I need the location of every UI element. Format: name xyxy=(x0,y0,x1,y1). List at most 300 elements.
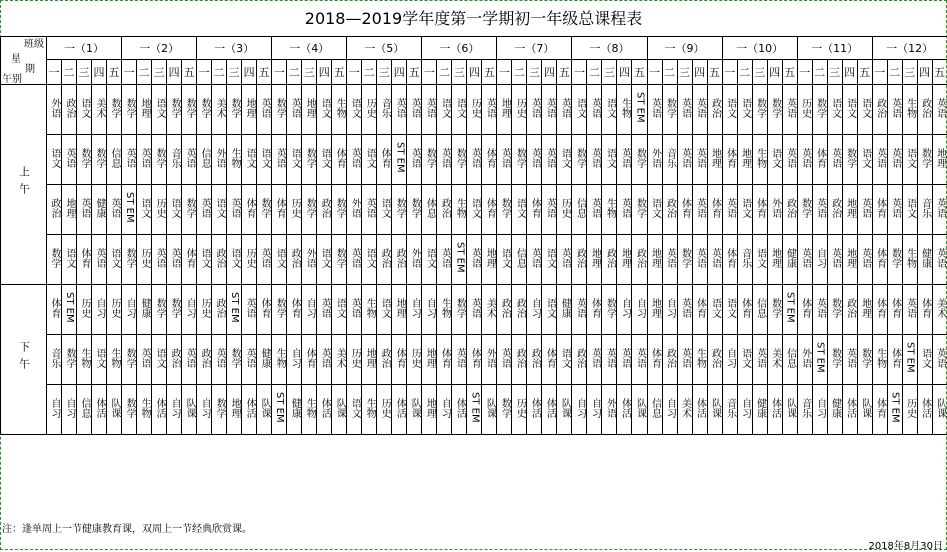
subject-text: 政治 xyxy=(785,198,795,218)
subject-text: 英语 xyxy=(544,148,554,168)
subject-cell xyxy=(332,85,347,135)
subject-text: 数学 xyxy=(124,248,134,268)
subject-cell xyxy=(392,185,407,235)
subject-cell xyxy=(917,185,932,235)
subject-text: 语文 xyxy=(454,98,464,118)
subject-text: 数学 xyxy=(274,98,284,118)
subject-text: 体育 xyxy=(875,198,885,218)
subject-cell xyxy=(857,85,872,135)
subject-text: 政治 xyxy=(710,98,720,118)
subject-cell xyxy=(887,235,902,285)
subject-text: 英语 xyxy=(725,198,735,218)
subject-text: 语文 xyxy=(650,198,660,218)
subject-cell xyxy=(677,285,692,335)
subject-cell xyxy=(422,235,437,285)
subject-cell xyxy=(812,85,827,135)
subject-cell xyxy=(167,235,182,285)
subject-text: 数学 xyxy=(755,98,765,118)
subject-text: 信息 xyxy=(650,398,660,418)
subject-cell xyxy=(242,385,257,435)
subject-text: 历史 xyxy=(289,198,299,218)
subject-text: 英语 xyxy=(454,348,464,368)
subject-text: 自习 xyxy=(815,398,825,418)
subject-text: 体育 xyxy=(725,148,735,168)
subject-text: 数学 xyxy=(154,298,164,318)
subject-text: 数学 xyxy=(199,98,209,118)
subject-cell xyxy=(167,285,182,335)
subject-text: ST EM xyxy=(890,392,900,423)
subject-text: 英语 xyxy=(680,98,690,118)
weekday-header: 三 xyxy=(152,60,167,85)
subject-cell xyxy=(287,185,302,235)
subject-text: 英语 xyxy=(139,148,149,168)
subject-text: 历史 xyxy=(199,298,209,318)
subject-cell xyxy=(212,385,227,435)
subject-cell xyxy=(887,335,902,385)
subject-text: 语文 xyxy=(905,148,915,168)
subject-cell xyxy=(707,385,722,435)
subject-text: 语文 xyxy=(740,348,750,368)
subject-cell xyxy=(182,285,197,335)
subject-cell xyxy=(707,285,722,335)
subject-text: 数学 xyxy=(334,248,344,268)
subject-cell xyxy=(767,235,782,285)
subject-cell xyxy=(812,385,827,435)
subject-cell xyxy=(527,235,542,285)
subject-text: 生物 xyxy=(364,298,374,318)
subject-cell xyxy=(782,185,797,235)
subject-cell xyxy=(782,85,797,135)
subject-text: 数学 xyxy=(109,98,119,118)
subject-text: 信息 xyxy=(755,298,765,318)
subject-cell xyxy=(662,385,677,435)
class-header: 一（4） xyxy=(272,37,347,60)
subject-cell xyxy=(287,335,302,385)
subject-cell xyxy=(677,235,692,285)
subject-text: 美术 xyxy=(484,298,494,318)
subject-text: 体活 xyxy=(845,398,855,418)
subject-cell xyxy=(632,285,647,335)
subject-cell xyxy=(167,135,182,185)
subject-cell xyxy=(692,285,707,335)
subject-text: 体育 xyxy=(875,298,885,318)
subject-cell xyxy=(542,385,557,435)
subject-text: 体活 xyxy=(319,398,329,418)
subject-text: 政治 xyxy=(514,348,524,368)
subject-text: 生物 xyxy=(364,398,374,418)
subject-cell xyxy=(617,385,632,435)
subject-cell xyxy=(407,335,422,385)
subject-cell xyxy=(152,235,167,285)
subject-cell xyxy=(587,335,602,385)
subject-cell xyxy=(167,385,182,435)
subject-cell xyxy=(632,235,647,285)
subject-cell xyxy=(932,385,947,435)
subject-cell xyxy=(932,185,947,235)
subject-cell xyxy=(617,285,632,335)
subject-cell xyxy=(377,235,392,285)
weekday-header: 二 xyxy=(512,60,527,85)
subject-cell xyxy=(842,385,857,435)
weekday-header: 一 xyxy=(572,60,587,85)
subject-text: 体育 xyxy=(800,298,810,318)
subject-text: 体育 xyxy=(79,248,89,268)
subject-cell xyxy=(512,285,527,335)
subject-cell xyxy=(917,235,932,285)
subject-text: 英语 xyxy=(860,248,870,268)
subject-text: 语文 xyxy=(860,148,870,168)
subject-cell xyxy=(422,385,437,435)
weekday-header: 四 xyxy=(542,60,557,85)
subject-cell xyxy=(902,385,917,435)
subject-text: 外语 xyxy=(304,248,314,268)
subject-cell xyxy=(77,185,92,235)
subject-text: 数学 xyxy=(124,398,134,418)
subject-cell xyxy=(737,285,752,335)
subject-text: 自习 xyxy=(439,398,449,418)
subject-text: 体育 xyxy=(650,348,660,368)
subject-cell xyxy=(467,85,482,135)
subject-text: 地理 xyxy=(424,398,434,418)
subject-cell xyxy=(317,185,332,235)
subject-cell xyxy=(392,385,407,435)
weekday-header: 三 xyxy=(377,60,392,85)
subject-cell xyxy=(677,85,692,135)
subject-cell xyxy=(932,85,947,135)
subject-cell xyxy=(227,285,242,335)
subject-text: 数学 xyxy=(454,298,464,318)
subject-cell xyxy=(47,85,62,135)
subject-text: 生物 xyxy=(695,348,705,368)
subject-cell xyxy=(797,85,812,135)
subject-text: 数学 xyxy=(454,148,464,168)
subject-cell xyxy=(62,335,77,385)
subject-cell xyxy=(242,285,257,335)
subject-cell xyxy=(662,285,677,335)
subject-text: 英语 xyxy=(680,298,690,318)
subject-cell xyxy=(842,85,857,135)
subject-text: 语文 xyxy=(770,148,780,168)
subject-text: 外语 xyxy=(650,148,660,168)
subject-text: 数学 xyxy=(124,348,134,368)
subject-text: 英语 xyxy=(589,148,599,168)
subject-cell xyxy=(137,85,152,135)
subject-cell xyxy=(587,185,602,235)
subject-text: 语文 xyxy=(319,148,329,168)
subject-cell xyxy=(302,385,317,435)
subject-cell xyxy=(122,185,137,235)
subject-cell xyxy=(272,85,287,135)
subject-cell xyxy=(932,235,947,285)
subject-cell xyxy=(302,285,317,335)
subject-text: 自习 xyxy=(169,398,179,418)
subject-cell xyxy=(392,335,407,385)
subject-text: 历史 xyxy=(469,98,479,118)
subject-cell xyxy=(257,335,272,385)
weekday-header: 三 xyxy=(677,60,692,85)
subject-text: 语文 xyxy=(154,348,164,368)
subject-text: 美术 xyxy=(214,98,224,118)
subject-text: 政治 xyxy=(574,248,584,268)
subject-text: 历史 xyxy=(349,348,359,368)
subject-text: 体活 xyxy=(394,398,404,418)
schedule-table xyxy=(0,36,947,435)
subject-cell xyxy=(332,335,347,385)
half-day-text: 下午 xyxy=(16,341,32,375)
subject-text: ST EM xyxy=(394,142,404,173)
weekday-header-row xyxy=(1,60,947,85)
subject-text: 健康 xyxy=(559,298,569,318)
subject-text: 英语 xyxy=(935,348,945,368)
subject-text: 英语 xyxy=(589,348,599,368)
subject-cell xyxy=(422,285,437,335)
subject-text: 生物 xyxy=(905,248,915,268)
subject-cell xyxy=(422,185,437,235)
weekday-header: 四 xyxy=(692,60,707,85)
subject-cell xyxy=(677,385,692,435)
subject-text: 体育 xyxy=(875,248,885,268)
subject-text: 体育 xyxy=(544,348,554,368)
subject-text: 信息 xyxy=(199,148,209,168)
subject-cell xyxy=(512,85,527,135)
subject-cell xyxy=(752,185,767,235)
subject-cell xyxy=(872,385,887,435)
subject-cell xyxy=(557,85,572,135)
subject-text: 健康 xyxy=(139,298,149,318)
subject-text: 地理 xyxy=(304,98,314,118)
subject-text: 体育 xyxy=(725,248,735,268)
subject-cell xyxy=(842,235,857,285)
subject-cell xyxy=(872,335,887,385)
subject-cell xyxy=(797,185,812,235)
half-day-text: 上午 xyxy=(16,166,32,200)
subject-text: 语文 xyxy=(604,98,614,118)
subject-cell xyxy=(797,385,812,435)
subject-text: 语文 xyxy=(139,198,149,218)
subject-cell xyxy=(827,135,842,185)
subject-cell xyxy=(407,185,422,235)
subject-cell xyxy=(347,135,362,185)
subject-cell xyxy=(842,135,857,185)
subject-cell xyxy=(647,85,662,135)
subject-text: 英语 xyxy=(905,298,915,318)
subject-cell xyxy=(92,335,107,385)
subject-text: ST EM xyxy=(905,342,915,373)
subject-text: 英语 xyxy=(289,98,299,118)
subject-text: 数学 xyxy=(154,148,164,168)
subject-text: 英语 xyxy=(830,248,840,268)
subject-text: 数学 xyxy=(124,98,134,118)
subject-text: 英语 xyxy=(695,98,705,118)
subject-cell xyxy=(152,335,167,385)
subject-cell xyxy=(737,385,752,435)
subject-cell xyxy=(527,135,542,185)
subject-text: 队课 xyxy=(710,398,720,418)
class-header: 一（12） xyxy=(872,37,947,60)
subject-text: 体活 xyxy=(94,398,104,418)
subject-cell xyxy=(872,85,887,135)
subject-cell xyxy=(737,185,752,235)
subject-text: 英语 xyxy=(469,248,479,268)
subject-cell xyxy=(572,185,587,235)
subject-cell xyxy=(317,335,332,385)
subject-cell xyxy=(302,135,317,185)
subject-cell xyxy=(827,335,842,385)
subject-cell xyxy=(857,385,872,435)
subject-text: 英语 xyxy=(184,148,194,168)
subject-cell xyxy=(182,85,197,135)
subject-text: 数学 xyxy=(634,198,644,218)
subject-cell xyxy=(752,335,767,385)
subject-cell xyxy=(932,135,947,185)
subject-cell xyxy=(707,235,722,285)
subject-cell xyxy=(332,385,347,435)
weekday-header: 二 xyxy=(662,60,677,85)
subject-cell xyxy=(182,235,197,285)
corner-time-label: 午别 xyxy=(2,75,22,85)
weekday-header: 四 xyxy=(167,60,182,85)
subject-cell xyxy=(512,385,527,435)
subject-text: 历史 xyxy=(139,248,149,268)
class-header: 一（1） xyxy=(47,37,122,60)
weekday-header: 二 xyxy=(362,60,377,85)
subject-text: 英语 xyxy=(319,348,329,368)
subject-text: 政治 xyxy=(49,198,59,218)
weekday-header: 一 xyxy=(422,60,437,85)
subject-text: 美术 xyxy=(94,98,104,118)
subject-text: 体育 xyxy=(469,348,479,368)
class-header: 一（6） xyxy=(422,37,497,60)
subject-cell xyxy=(92,235,107,285)
subject-cell xyxy=(152,185,167,235)
subject-text: 自习 xyxy=(49,398,59,418)
subject-cell xyxy=(362,235,377,285)
subject-cell xyxy=(482,335,497,385)
subject-text: 体活 xyxy=(770,398,780,418)
period-row xyxy=(1,235,947,285)
subject-text: 数学 xyxy=(184,198,194,218)
subject-cell xyxy=(467,135,482,185)
subject-text: 英语 xyxy=(169,248,179,268)
subject-text: 语文 xyxy=(364,148,374,168)
subject-text: 政治 xyxy=(64,98,74,118)
subject-cell xyxy=(212,135,227,185)
subject-cell xyxy=(602,85,617,135)
subject-cell xyxy=(92,85,107,135)
subject-cell xyxy=(377,335,392,385)
subject-text: 外语 xyxy=(800,348,810,368)
subject-text: 英语 xyxy=(650,98,660,118)
subject-text: 地理 xyxy=(589,248,599,268)
subject-cell xyxy=(617,135,632,185)
subject-cell xyxy=(62,235,77,285)
subject-text: 自习 xyxy=(409,298,419,318)
weekday-header: 一 xyxy=(47,60,62,85)
subject-cell xyxy=(827,235,842,285)
subject-cell xyxy=(587,135,602,185)
weekday-header: 五 xyxy=(482,60,497,85)
subject-cell xyxy=(692,235,707,285)
subject-cell xyxy=(917,285,932,335)
subject-cell xyxy=(227,135,242,185)
subject-text: 英语 xyxy=(574,298,584,318)
subject-text: 自习 xyxy=(634,298,644,318)
subject-text: 语文 xyxy=(49,148,59,168)
subject-text: 体育 xyxy=(304,348,314,368)
subject-text: 数学 xyxy=(860,348,870,368)
weekday-header: 一 xyxy=(197,60,212,85)
subject-cell xyxy=(152,135,167,185)
subject-cell xyxy=(722,235,737,285)
subject-cell xyxy=(812,285,827,335)
subject-text: 自习 xyxy=(124,298,134,318)
subject-text: 英语 xyxy=(229,198,239,218)
subject-text: 英语 xyxy=(665,248,675,268)
subject-text: 体育 xyxy=(875,398,885,418)
subject-text: 语文 xyxy=(64,248,74,268)
subject-cell xyxy=(347,185,362,235)
subject-cell xyxy=(122,135,137,185)
subject-text: 体育 xyxy=(484,198,494,218)
subject-cell xyxy=(767,335,782,385)
subject-cell xyxy=(557,235,572,285)
subject-text: 语文 xyxy=(830,98,840,118)
subject-text: 信息 xyxy=(79,398,89,418)
subject-text: 语文 xyxy=(574,98,584,118)
subject-text: 体育 xyxy=(259,298,269,318)
subject-cell xyxy=(917,135,932,185)
subject-text: 体育 xyxy=(379,148,389,168)
weekday-header: 四 xyxy=(317,60,332,85)
subject-text: 音乐 xyxy=(665,148,675,168)
subject-cell xyxy=(782,385,797,435)
subject-text: 英语 xyxy=(634,348,644,368)
subject-text: 英语 xyxy=(890,148,900,168)
subject-cell xyxy=(362,135,377,185)
subject-cell xyxy=(932,335,947,385)
weekday-header: 一 xyxy=(272,60,287,85)
subject-cell xyxy=(857,285,872,335)
subject-text: 队课 xyxy=(184,398,194,418)
subject-cell xyxy=(287,235,302,285)
subject-text: 英语 xyxy=(710,248,720,268)
weekday-header: 五 xyxy=(557,60,572,85)
subject-text: ST EM xyxy=(229,292,239,323)
subject-cell xyxy=(752,385,767,435)
subject-cell xyxy=(167,185,182,235)
subject-text: 自习 xyxy=(740,398,750,418)
subject-cell xyxy=(707,135,722,185)
subject-cell xyxy=(887,185,902,235)
subject-text: 数学 xyxy=(424,148,434,168)
subject-text: 体育 xyxy=(49,298,59,318)
subject-text: 英语 xyxy=(364,198,374,218)
subject-cell xyxy=(197,135,212,185)
subject-text: 英语 xyxy=(559,248,569,268)
subject-cell xyxy=(542,185,557,235)
subject-text: 英语 xyxy=(439,148,449,168)
subject-text: ST EM xyxy=(634,92,644,123)
weekday-header: 三 xyxy=(602,60,617,85)
subject-text: 健康 xyxy=(830,398,840,418)
subject-text: 政治 xyxy=(875,98,885,118)
subject-cell xyxy=(137,335,152,385)
subject-cell xyxy=(662,335,677,385)
subject-text: 语文 xyxy=(559,348,569,368)
subject-cell xyxy=(572,385,587,435)
weekday-header: 二 xyxy=(137,60,152,85)
weekday-header: 五 xyxy=(257,60,272,85)
